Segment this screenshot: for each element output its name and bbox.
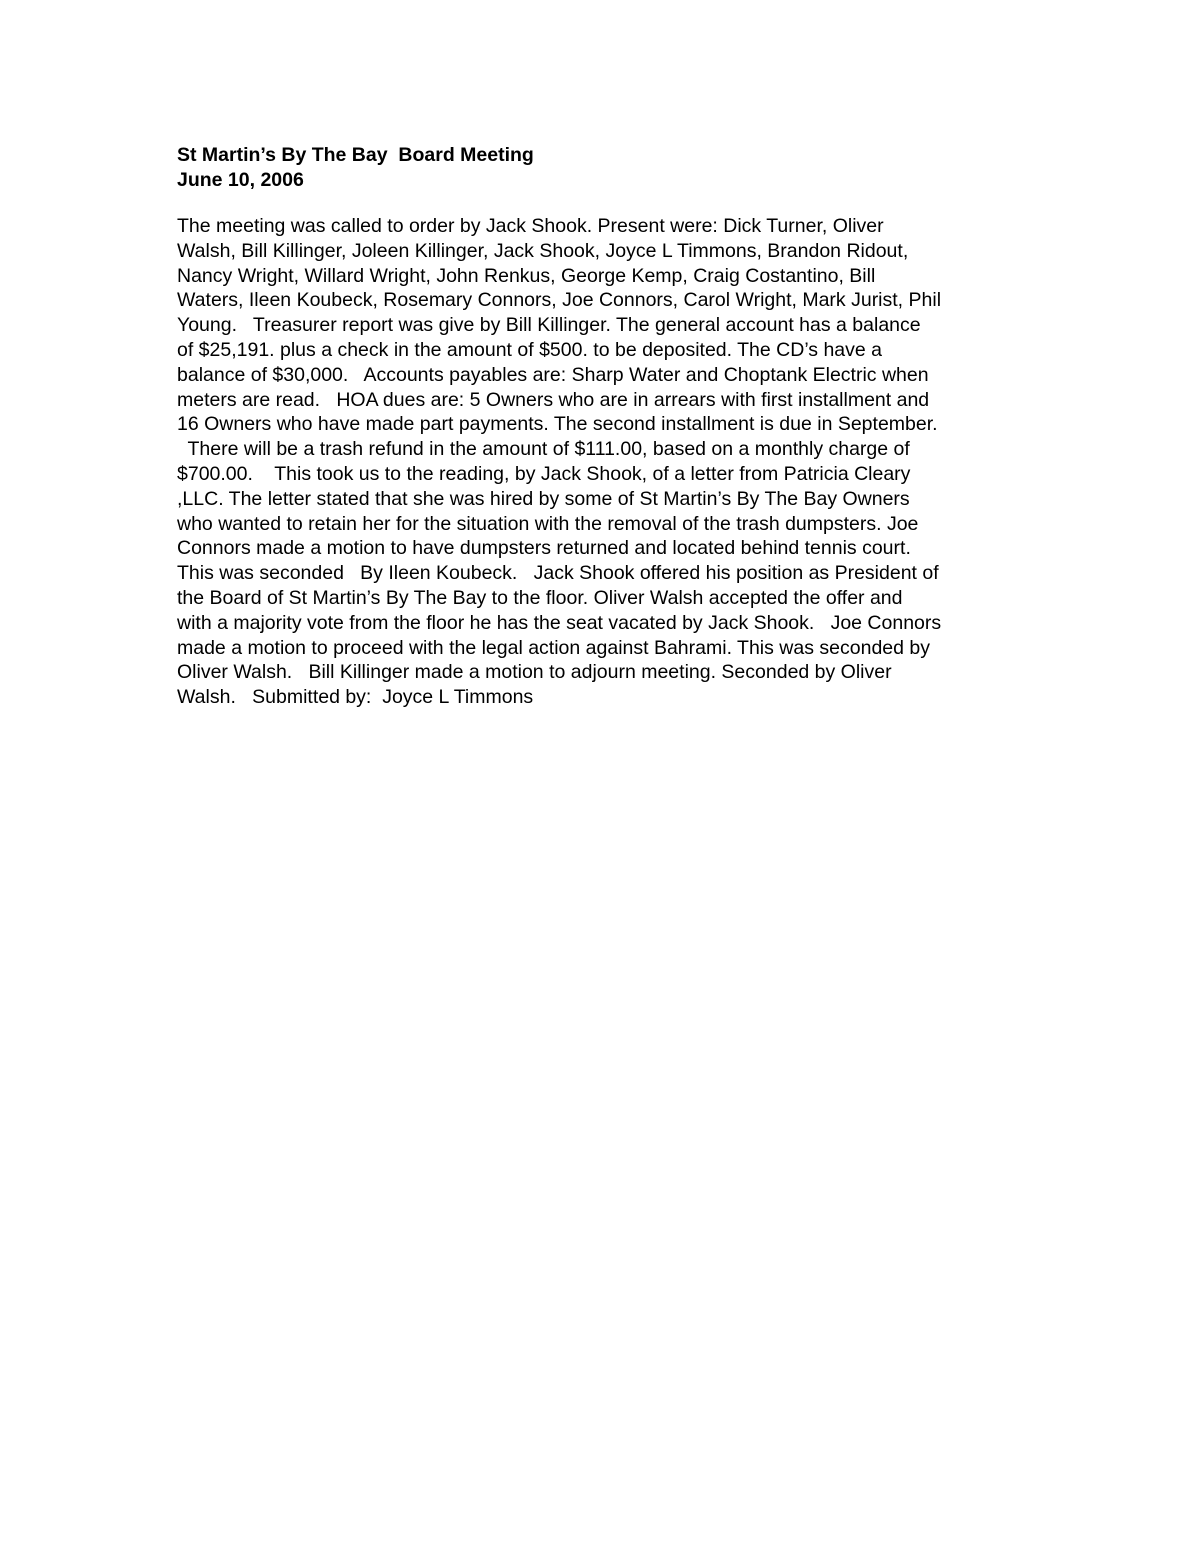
- meeting-minutes-body: [177, 214, 1037, 710]
- document-date: June 10, 2006: [177, 169, 304, 191]
- body-line: the Board of St Martin’s By The Bay to the floor. Oliver Walsh accepted the offer and: [177, 586, 903, 609]
- body-line: Nancy Wright, Willard Wright, John Renkus, George Kemp, Craig Costantino, Bill: [177, 264, 876, 287]
- body-line: There will be a trash refund in the amount of $111.00, based on a monthly charge of: [177, 438, 910, 461]
- body-line: The meeting was called to order by Jack Shook. Present were: Dick Turner, Oliver: [177, 215, 884, 237]
- body-line: ,LLC. The letter stated that she was hired by some of St Martin’s By The Bay Owners: [177, 487, 910, 510]
- body-line: of $25,191. plus a check in the amount of $500. to be deposited. The CD’s have a: [177, 338, 883, 361]
- body-line: with a majority vote from the floor he has the seat vacated by Jack Shook. Joe Connors: [177, 611, 942, 634]
- body-line: meters are read. HOA dues are: 5 Owners who are in arrears with first installment and: [177, 388, 930, 411]
- body-line: Walsh, Bill Killinger, Joleen Killinger, Jack Shook, Joyce L Timmons, Brandon Ridout,: [177, 239, 909, 262]
- body-line: who wanted to retain her for the situation with the removal of the trash dumpsters. Joe: [177, 512, 919, 535]
- body-line: 16 Owners who have made part payments. The second installment is due in September.: [177, 413, 938, 436]
- body-line: Young. Treasurer report was give by Bill Killinger. The general account has a balance: [177, 314, 921, 337]
- body-line: Oliver Walsh. Bill Killinger made a motion to adjourn meeting. Seconded by Oliver: [177, 661, 892, 684]
- body-line: Connors made a motion to have dumpsters returned and located behind tennis court.: [177, 537, 911, 560]
- document-title: St Martin’s By The Bay Board Meeting: [177, 144, 534, 166]
- body-line: $700.00. This took us to the reading, by Jack Shook, of a letter from Patricia Cleary: [177, 462, 911, 485]
- document-header: [177, 143, 1037, 193]
- body-line: made a motion to proceed with the legal action against Bahrami. This was seconded by: [177, 636, 930, 659]
- body-line: Waters, Ileen Koubeck, Rosemary Connors, Joe Connors, Carol Wright, Mark Jurist, Phil: [177, 289, 942, 312]
- body-line: This was seconded By Ileen Koubeck. Jack Shook offered his position as President of: [177, 562, 939, 585]
- body-line: Walsh. Submitted by: Joyce L Timmons: [177, 686, 534, 709]
- document-page: [177, 143, 1037, 710]
- body-line: balance of $30,000. Accounts payables are: Sharp Water and Choptank Electric when: [177, 363, 929, 386]
